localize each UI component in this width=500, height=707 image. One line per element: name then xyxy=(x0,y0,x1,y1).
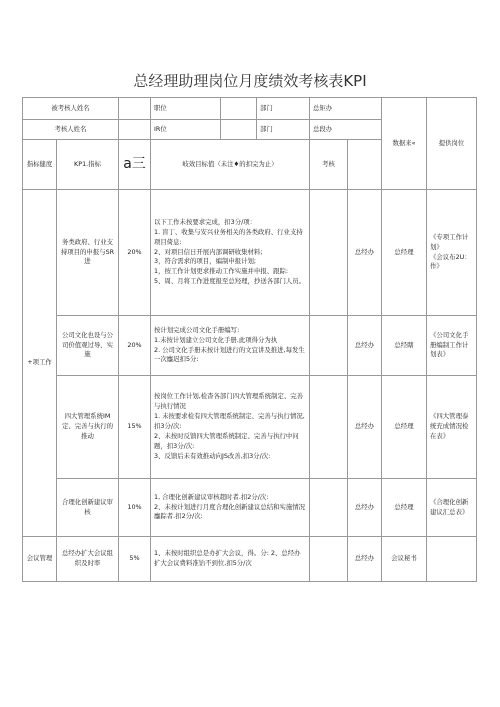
weight-cell: 5% xyxy=(119,537,151,582)
analysis-cell: 《公司文化手册编制工作计划表》 xyxy=(427,316,477,376)
indicator-cell: 务类政府、行业支持项目的申报与SR进 xyxy=(57,190,119,316)
position-value xyxy=(221,98,257,120)
position-value-2 xyxy=(221,120,257,140)
info-row-1 xyxy=(23,98,477,120)
analysis-cell xyxy=(427,537,477,582)
indicator-cell: 总经办扩大会议组织及时率 xyxy=(57,537,119,582)
provider-cell: 总经理 xyxy=(382,376,427,479)
weight-cell: 20% xyxy=(119,316,151,376)
department-value-2: 总段办 xyxy=(310,120,382,140)
header-weight: a三 xyxy=(119,140,151,190)
assessment-cell xyxy=(310,376,348,479)
target-cell: 1、未按时组织总是办扩大会议，得。分: 2、总经办扩大会议费料准饴不到位,扣5分/次 xyxy=(151,537,310,582)
indicator-cell: 公司文化也设与公司价值观过导、实施 xyxy=(57,316,119,376)
analysis-cell: 《合理化创新建议汇总表》 xyxy=(427,479,477,537)
indicator-cell: 合理化创新建议审核 xyxy=(57,479,119,537)
source-cell: 总经办 xyxy=(348,316,382,376)
weight-cell: 20% xyxy=(119,190,151,316)
label-position-2: IR位 xyxy=(151,120,221,140)
analysis-cell: 《四大管理泰统充成情况检在表》 xyxy=(427,376,477,479)
target-cell: 按计划完成公司文化手册编写: 1.未按计划建立公司文化手册.此项得分为执 2. 公司文化手册未按计划进行的文宜讲及推进,每发生一次鏖迟扣5分: xyxy=(151,316,310,376)
label-department-2: 部门 xyxy=(257,120,310,140)
target-cell: 以下工作未按要求完成，扣3分/项： 1. 盲丁、收集与安兴业务相关的各类政府、行业支持项目倚息: 2、对项目信日开展内部调研收集材料; 3，符合需求的项目，编制申报计划; 1，按工作计划更求推动工作实施并申报、跟踪: 5、周、月将工作进度报至总羟理，抄送各部门人员。 xyxy=(151,190,310,316)
assessment-cell xyxy=(310,479,348,537)
group-label-meeting: 会议管理 xyxy=(23,537,57,582)
table-row xyxy=(23,479,477,537)
assessment-cell xyxy=(310,190,348,316)
table-row xyxy=(23,376,477,479)
source-cell: 总经办 xyxy=(348,537,382,582)
source-cell: 总经办 xyxy=(348,376,382,479)
table-row xyxy=(23,190,477,316)
target-cell: 1, 合理化创新建议审核超时者.扣2分/次: 2、未按计划进行月度合理化创新建议总结和实施情况鏖踪者.扣2分/次: xyxy=(151,479,310,537)
header-data-source: 数据来« xyxy=(382,98,427,190)
assessor-name-value xyxy=(119,120,151,140)
provider-cell: 总经理 xyxy=(382,190,427,316)
header-assessment: 考核 xyxy=(310,140,348,190)
source-cell: 总经办 xyxy=(348,190,382,316)
source-cell: 总经办 xyxy=(348,479,382,537)
header-dimension: 指标健度 xyxy=(23,140,57,190)
indicator-cell: 四大管理系统IM定、完善与执行的推动 xyxy=(57,376,119,479)
header-kpi: KP1.指标 xyxy=(57,140,119,190)
provider-cell: 会议秘书 xyxy=(382,537,427,582)
group-label: +项工作 xyxy=(23,190,57,537)
assessee-name-value xyxy=(119,98,151,120)
provider-cell: 总经瞎 xyxy=(382,316,427,376)
analysis-cell: 《专项工作计划》 《会议布2U：作》 xyxy=(427,190,477,316)
assessment-cell xyxy=(310,537,348,582)
page-title: 总经理助理岗位月度绩效考核表KPI xyxy=(133,72,367,90)
table-row xyxy=(23,537,477,582)
weight-cell: 15% xyxy=(119,376,151,479)
label-assessee-name: 被考核人姓名 xyxy=(23,98,119,120)
department-value: 总矩办 xyxy=(310,98,382,120)
label-department: 部门 xyxy=(257,98,310,120)
label-assessor-name: 考核人姓名 xyxy=(23,120,119,140)
kpi-table xyxy=(22,97,477,582)
weight-cell: 10% xyxy=(119,479,151,537)
table-row xyxy=(23,316,477,376)
assessment-cell xyxy=(310,316,348,376)
header-provider: 提供岗位 xyxy=(427,98,477,190)
target-cell: 按岗位工作计划,检杳各部门四大管理系统制定、完善与执行情况 1. 未按要求检有四大管理系统制定、完善与执行情况,扣3分/次: 2、未按时反馈四大管理系统制定、完善与执行中问题，扣3分/次: 3、反馈后未有效推动向JS改善,扣3分/次: xyxy=(151,376,310,479)
header-target: 岐效目标值（未注♦的扣完为止） xyxy=(151,140,310,190)
provider-cell: 总经理 xyxy=(382,479,427,537)
label-position: 职位 xyxy=(151,98,221,120)
